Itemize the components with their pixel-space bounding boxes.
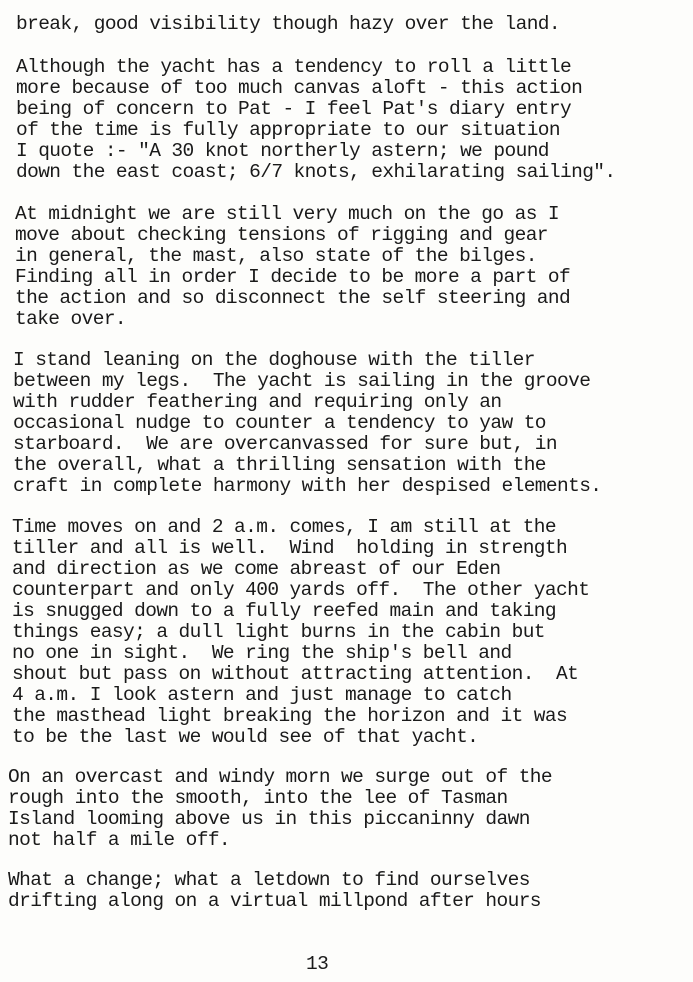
text-line: take over.	[15, 308, 127, 330]
text-line: Finding all in order I decide to be more a part of	[15, 266, 571, 288]
text-line: occasional nudge to counter a tendency to yaw to	[13, 412, 546, 434]
text-line: drifting along on a virtual millpond after hours	[8, 890, 541, 912]
text-line: to be the last we would see of that yacht.	[12, 726, 479, 748]
text-line: craft in complete harmony with her despised elements.	[13, 475, 602, 497]
text-line: is snugged down to a fully reefed main and taking	[12, 600, 556, 622]
text-line: in general, the mast, also state of the bilges.	[15, 245, 537, 267]
text-line: At midnight we are still very much on the go as I	[15, 203, 559, 225]
text-line: I stand leaning on the doghouse with the tiller	[13, 349, 535, 371]
text-line: 4 a.m. I look astern and just manage to catch	[12, 684, 512, 706]
text-line: down the east coast; 6/7 knots, exhilarating sailing".	[16, 161, 616, 183]
text-line: Time moves on and 2 a.m. comes, I am still at the	[12, 516, 556, 538]
text-line: no one in sight. We ring the ship's bell and	[12, 642, 512, 664]
text-line: Island looming above us in this piccaninny dawn	[8, 808, 530, 830]
text-line: tiller and all is well. Wind holding in strength	[12, 537, 568, 559]
text-line: the overall, what a thrilling sensation with the	[13, 454, 546, 476]
text-line: break, good visibility though hazy over the land.	[16, 13, 560, 35]
text-line: What a change; what a letdown to find ourselves	[8, 869, 530, 891]
text-line: not half a mile off.	[8, 829, 231, 851]
text-line: things easy; a dull light burns in the cabin but	[12, 621, 545, 643]
text-line: and direction as we come abreast of our Eden	[12, 558, 501, 580]
page-number: 13	[306, 953, 329, 975]
text-line: being of concern to Pat - I feel Pat's diary entry	[16, 98, 572, 120]
text-line: I quote :- "A 30 knot northerly astern; we pound	[16, 140, 549, 162]
text-line: shout but pass on without attracting attention. At	[12, 663, 579, 685]
text-line: with rudder feathering and requiring only an	[13, 391, 502, 413]
text-line: starboard. We are overcanvassed for sure but, in	[13, 433, 557, 455]
text-line: more because of too much canvas aloft - this action	[16, 77, 583, 99]
text-line: between my legs. The yacht is sailing in the groove	[13, 370, 591, 392]
text-line: the masthead light breaking the horizon and it was	[12, 705, 568, 727]
text-line: Although the yacht has a tendency to roll a little	[16, 56, 572, 78]
text-line: of the time is fully appropriate to our situation	[16, 119, 560, 141]
text-line: move about checking tensions of rigging and gear	[15, 224, 548, 246]
text-line: the action and so disconnect the self steering and	[15, 287, 571, 309]
text-line: rough into the smooth, into the lee of Tasman	[8, 787, 508, 809]
text-line: counterpart and only 400 yards off. The other yacht	[12, 579, 590, 601]
text-line: On an overcast and windy morn we surge out of the	[8, 766, 552, 788]
